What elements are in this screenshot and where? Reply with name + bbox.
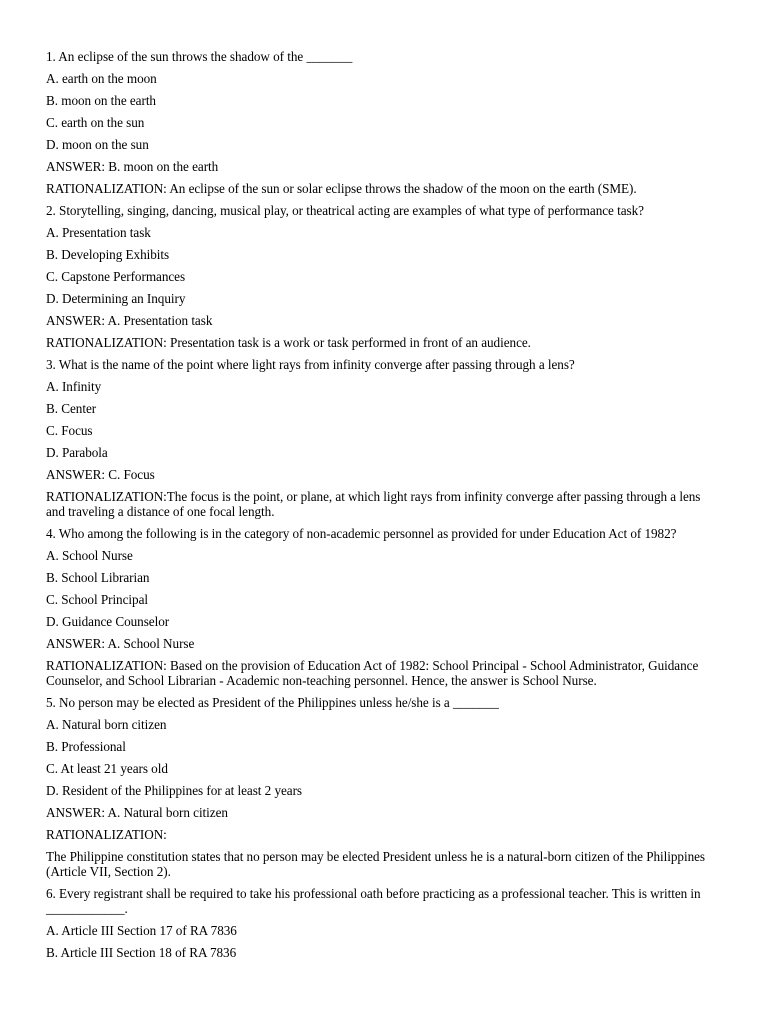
question-block-5 bbox=[46, 695, 722, 879]
option-c: C. School Principal bbox=[46, 592, 148, 607]
option-d: D. moon on the sun bbox=[46, 137, 149, 152]
option-b: B. moon on the earth bbox=[46, 93, 156, 108]
rationalization-text: RATIONALIZATION: An eclipse of the sun or solar eclipse throws the shadow of the moon on the earth (SME). bbox=[46, 181, 637, 196]
option-a: A. Presentation task bbox=[46, 225, 151, 240]
answer-text: ANSWER: A. School Nurse bbox=[46, 636, 195, 651]
rationalization-text: RATIONALIZATION:The focus is the point, or plane, at which light rays from infinity converge after passing through a lens and traveling a distance of one focal length. bbox=[46, 489, 701, 519]
option-c: C. Focus bbox=[46, 423, 93, 438]
question-block-3 bbox=[46, 357, 722, 519]
answer-text: ANSWER: A. Natural born citizen bbox=[46, 805, 228, 820]
answer-text: ANSWER: C. Focus bbox=[46, 467, 155, 482]
question-block-6 bbox=[46, 886, 722, 960]
answer-text: ANSWER: A. Presentation task bbox=[46, 313, 213, 328]
question-block-4 bbox=[46, 526, 722, 688]
option-b: B. Center bbox=[46, 401, 97, 416]
option-d: D. Resident of the Philippines for at least 2 years bbox=[46, 783, 303, 798]
question-block-1 bbox=[46, 49, 722, 196]
option-a: A. earth on the moon bbox=[46, 71, 157, 86]
option-b: B. School Librarian bbox=[46, 570, 150, 585]
option-b: B. Professional bbox=[46, 739, 126, 754]
question-block-2 bbox=[46, 203, 722, 350]
question-text: 4. Who among the following is in the category of non-academic personnel as provided for under Education Act of 1982? bbox=[46, 526, 677, 541]
document-body bbox=[46, 49, 722, 967]
option-a: A. Article III Section 17 of RA 7836 bbox=[46, 923, 237, 938]
rationalization-detail-text: The Philippine constitution states that no person may be elected President unless he is a natural-born citizen of the Philippines (Article VII, Section 2). bbox=[46, 849, 706, 879]
question-text: 1. An eclipse of the sun throws the shadow of the _______ bbox=[46, 49, 353, 64]
rationalization-text: RATIONALIZATION: Presentation task is a work or task performed in front of an audience. bbox=[46, 335, 531, 350]
option-c: C. Capstone Performances bbox=[46, 269, 186, 284]
option-a: A. School Nurse bbox=[46, 548, 133, 563]
rationalization-text: RATIONALIZATION: bbox=[46, 827, 167, 842]
option-c: C. earth on the sun bbox=[46, 115, 145, 130]
option-a: A. Natural born citizen bbox=[46, 717, 167, 732]
question-text: 5. No person may be elected as President of the Philippines unless he/she is a _______ bbox=[46, 695, 499, 710]
option-c: C. At least 21 years old bbox=[46, 761, 168, 776]
rationalization-text: RATIONALIZATION: Based on the provision of Education Act of 1982: School Principal - School Administrator, Guidance Counselor, and School Librarian - Academic non-teaching personnel. Hence, the answer is School Nurse. bbox=[46, 658, 699, 688]
question-text: 6. Every registrant shall be required to take his professional oath before practicing as a professional teacher. This is written in ____________. bbox=[46, 886, 701, 916]
option-a: A. Infinity bbox=[46, 379, 102, 394]
option-d: D. Guidance Counselor bbox=[46, 614, 170, 629]
option-b: B. Developing Exhibits bbox=[46, 247, 170, 262]
option-b: B. Article III Section 18 of RA 7836 bbox=[46, 945, 237, 960]
answer-text: ANSWER: B. moon on the earth bbox=[46, 159, 219, 174]
question-text: 2. Storytelling, singing, dancing, musical play, or theatrical acting are examples of what type of performance task? bbox=[46, 203, 644, 218]
option-d: D. Parabola bbox=[46, 445, 108, 460]
option-d: D. Determining an Inquiry bbox=[46, 291, 186, 306]
question-text: 3. What is the name of the point where light rays from infinity converge after passing through a lens? bbox=[46, 357, 575, 372]
